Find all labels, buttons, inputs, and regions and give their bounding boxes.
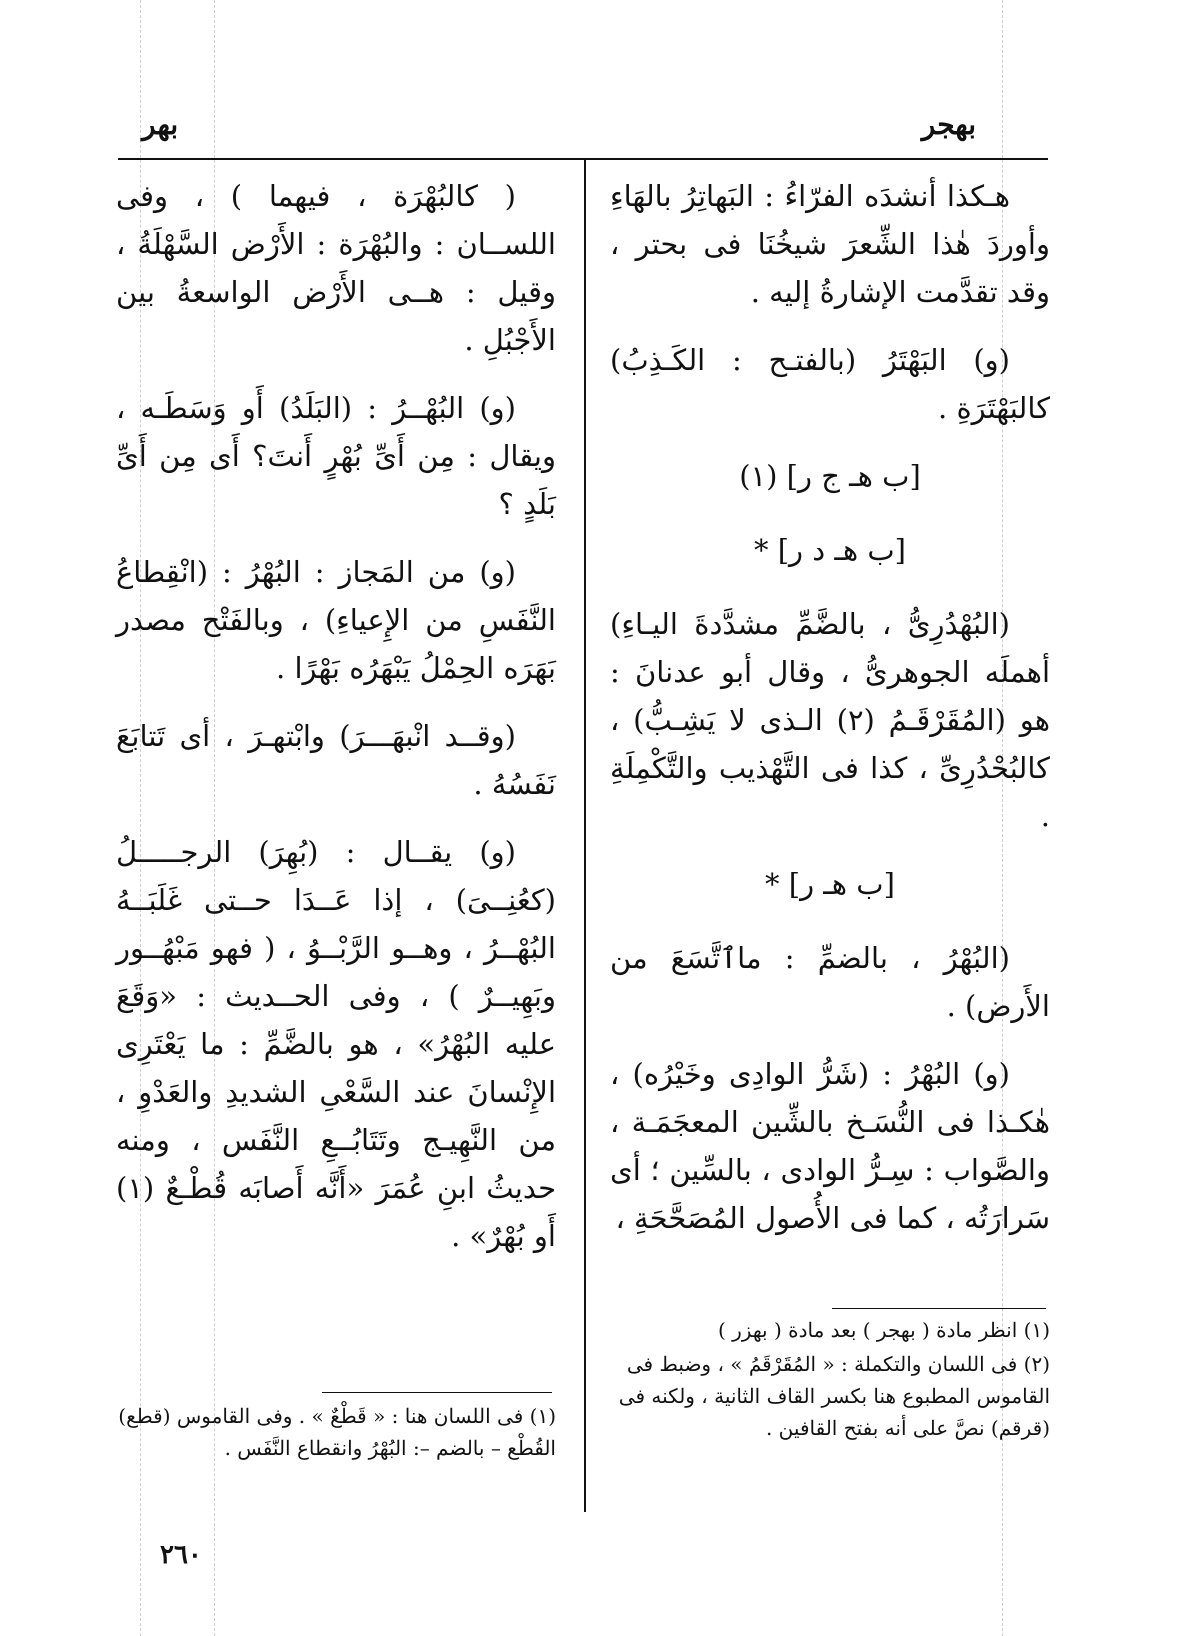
entry-paragraph: ( كالبُهْرَة ، فيهما ) ، وفى اللســان : والبُهْرَة : الأَرْض السَّهْلَةُ ، وقيل : هــى الأَرْض الواسعةُ بين الأَجْبُلِ . (116, 179, 556, 357)
entry-paragraph: (و) البُهْــرُ : (البَلَدُ) أَو وَسَطَـه ، ويقال : مِن أَىِّ بُهْرٍ أَنتَ؟ أَى مِن أَىِّ بَلَدٍ ؟ (116, 391, 556, 521)
entry-paragraph: (و) من المَجاز : البُهْرُ : (انْقِطاعُ النَّفَسِ من الإِعياءِ) ، وبالفَتْح مصدر بَهَرَه الحِمْلُ يَبْهَرُه بَهْرًا . (116, 555, 556, 685)
header-rule (118, 158, 1048, 160)
entry-paragraph: (وقــد انْبهَـــرَ) وابْتهـرَ ، أى تَتابَعَ نَفَسُهُ . (116, 719, 556, 801)
entry-paragraph: (و) البَهْتَرُ (بالفتـح : الكَـذِبُ) كالبَهْتَرَةِ . (610, 343, 1050, 425)
root-heading: [ب هـ ج ر] (١) (739, 459, 921, 493)
running-head-left: بهر (142, 108, 179, 141)
running-head-right: بهجر (921, 108, 976, 141)
entry-paragraph: (و) البُهْرُ : (شَرُّ الوادِى وخَيْرُه) ، هٰكـذا فى النُّسَـخ بالشِّين المعجَمَـة ، والصَّواب : سِـرُّ الوادى ، بالسِّين ؛ أى سَرارَتُه ، كما فى الأُصول المُصَحَّحَةِ ، (610, 1057, 1050, 1235)
left-column (116, 172, 556, 1280)
entry-paragraph: هـكذا أنشدَه الفرّاءُ : البَهاتِرُ بالهَاءِ وأوردَ هٰذا الشِّعرَ شيخُنَا فى بحتر ، وقد تقدَّمت الإشارةُ إليه . (610, 179, 1050, 309)
root-heading: [ب هـ د ر] * (753, 533, 906, 567)
entry-paragraph: (البُهْرُ ، بالضمِّ : ماٱتَّسَعَ من الأَرض) . (610, 941, 1050, 1023)
footnote: (٢) فى اللسان والتكملة : « المُقَرْقَمُ » ، وضبط فى القاموس المطبوع هنا بكسر القاف الثانية ، ولكنه فى (قرقم) نصَّ على أنه بفتح القافين . (618, 1352, 1050, 1440)
right-column (610, 172, 1050, 1262)
footnote-rule-right (832, 1308, 1046, 1309)
footnotes-right (610, 1314, 1050, 1446)
column-divider (584, 160, 586, 1512)
footnote: (١) انظر مادة ( بهجر ) بعد مادة ( بهزر ) (717, 1318, 1050, 1342)
footnote: (١) فى اللسان هنا : « قَطْعٌ » . وفى القاموس (قطع) القُطْع – بالضم –: البُهْرُ وانقطاع النَّفَس . (118, 1404, 556, 1460)
entry-paragraph: (و) يقــال : (بُهِرَ) الرجـــــلُ (كعُنِــىَ) ، إذا عَــدَا حــتى غَلَبَــهُ البُهْــرُ ، وهــو الرَّبْــوُ ، ( فهو مَبْهُــور وبَهِيــرٌ ) ، وفى الحــديث : «وَقَعَ عليه البُهْرُ» ، هو بالضَّمِّ : ما يَعْتَرِى الإِنْسانَ عند السَّعْىِ الشديدِ والعَدْوِ ، من النَّهِيـج وتَتَابُــعِ النَّفَس ، ومنه حديثُ ابنِ عُمَرَ «أَنَّه أَصابَه قُطْـعٌ (١) أَو بُهْرٌ» . (116, 835, 556, 1253)
page-number: ٢٦٠ (160, 1540, 202, 1570)
root-heading: [ب هـ ر] * (765, 867, 895, 901)
entry-paragraph: (البُهْدُرِىُّ ، بالضَّمِّ مشدَّدةَ اليـاءِ) أهملَه الجوهرىُّ ، وقال أبو عدنانَ : هو (المُقَرْقَـمُ (٢) الـذى لا يَشِـبُّ) ، كالبُحْدُرِىِّ ، كذا فى التَّهْذيب والتَّكْمِلَةِ . (610, 607, 1050, 833)
footnotes-left (116, 1400, 556, 1466)
footnote-rule-left (322, 1392, 552, 1393)
